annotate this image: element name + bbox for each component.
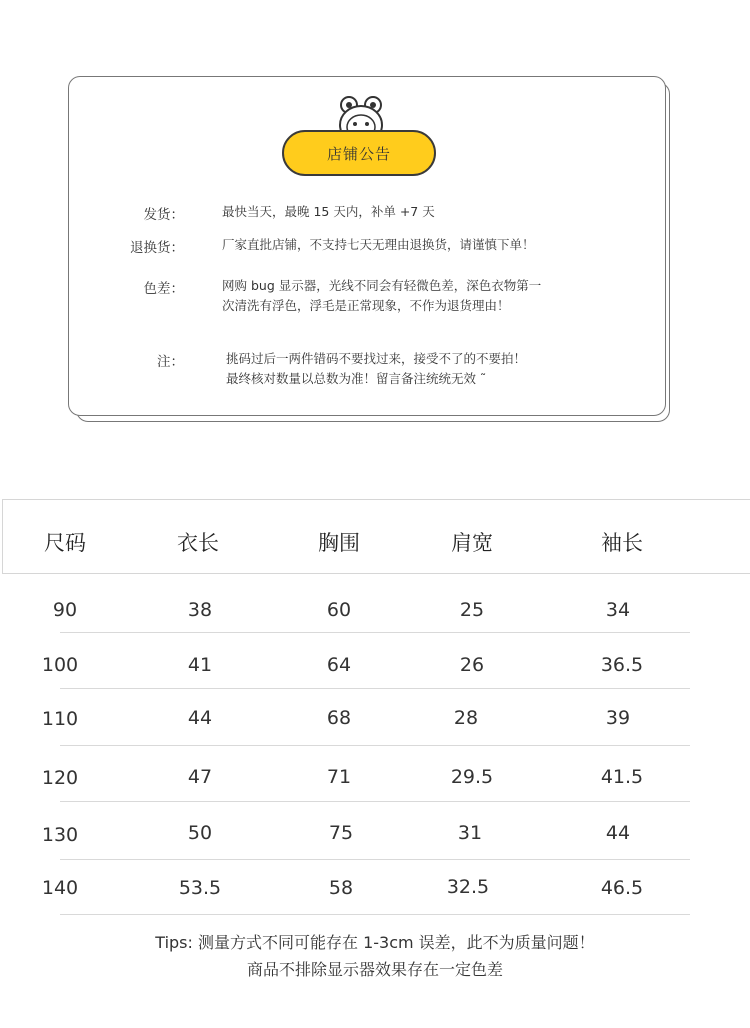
row-divider	[60, 745, 690, 746]
header-sleeve: 袖长	[601, 531, 643, 555]
header-chest: 胸围	[318, 531, 360, 555]
cell-sleeve: 44	[605, 822, 631, 844]
color-diff-text	[222, 276, 541, 316]
cell-sleeve: 36.5	[600, 654, 644, 676]
notice-title: 店铺公告	[326, 144, 391, 163]
cell-length: 50	[187, 822, 213, 844]
cell-length: 38	[187, 599, 213, 621]
tips-line-2: 商品不排除显示器效果存在一定色差	[246, 960, 503, 979]
color-diff-line-1: 网购 bug 显示器，光线不同会有轻微色差，深色衣物第一	[222, 278, 542, 293]
cell-size: 140	[41, 877, 79, 899]
row-divider	[60, 632, 690, 633]
cell-chest: 68	[326, 707, 352, 729]
note-text	[226, 349, 526, 389]
return-line: 厂家直批店铺，不支持七天无理由退换货，请谨慎下单！	[222, 237, 535, 252]
header-shoulder: 肩宽	[451, 531, 493, 555]
cell-sleeve: 41.5	[600, 766, 644, 788]
header-length: 衣长	[177, 531, 219, 555]
return-label: 退换货：	[130, 240, 184, 256]
row-divider	[60, 801, 690, 802]
cell-chest: 58	[328, 877, 354, 899]
cell-size: 90	[52, 599, 78, 621]
cell-chest: 75	[328, 822, 354, 844]
cell-length: 44	[187, 707, 213, 729]
cell-length: 41	[187, 654, 213, 676]
cell-shoulder: 28	[453, 707, 479, 729]
cell-shoulder: 29.5	[450, 766, 494, 788]
cell-length: 53.5	[178, 877, 222, 899]
cell-chest: 71	[326, 766, 352, 788]
color-diff-label: 色差：	[143, 281, 184, 297]
cell-shoulder: 32.5	[446, 876, 490, 898]
row-divider	[60, 688, 690, 689]
cell-length: 47	[187, 766, 213, 788]
row-divider	[60, 914, 690, 915]
notice-title-badge	[282, 130, 436, 176]
shipping-text	[222, 202, 435, 222]
note-line-1: 挑码过后一两件错码不要找过来，接受不了的不要拍！	[226, 351, 527, 366]
cell-shoulder: 31	[457, 822, 483, 844]
cell-shoulder: 26	[459, 654, 485, 676]
cell-chest: 64	[326, 654, 352, 676]
note-line-2: 最终核对数量以总数为准！留言备注统统无效 ˜	[226, 371, 487, 386]
cell-size: 100	[41, 654, 79, 676]
cell-sleeve: 46.5	[600, 877, 644, 899]
shipping-label: 发货：	[143, 207, 184, 223]
tips-line-1: Tips: 测量方式不同可能存在 1-3cm 误差，此不为质量问题！	[155, 933, 595, 952]
cell-size: 110	[41, 708, 79, 730]
return-text	[222, 235, 535, 255]
row-divider	[60, 859, 690, 860]
cell-sleeve: 34	[605, 599, 631, 621]
shipping-line: 最快当天，最晚 15 天内，补单 +7 天	[222, 204, 435, 219]
color-diff-line-2: 次清洗有浮色，浮毛是正常现象，不作为退货理由！	[222, 298, 510, 313]
cell-shoulder: 25	[459, 599, 485, 621]
header-size: 尺码	[44, 531, 86, 555]
cell-size: 130	[41, 824, 79, 846]
note-label: 注：	[157, 354, 184, 370]
cell-sleeve: 39	[605, 707, 631, 729]
cell-size: 120	[41, 767, 79, 789]
cell-chest: 60	[326, 599, 352, 621]
